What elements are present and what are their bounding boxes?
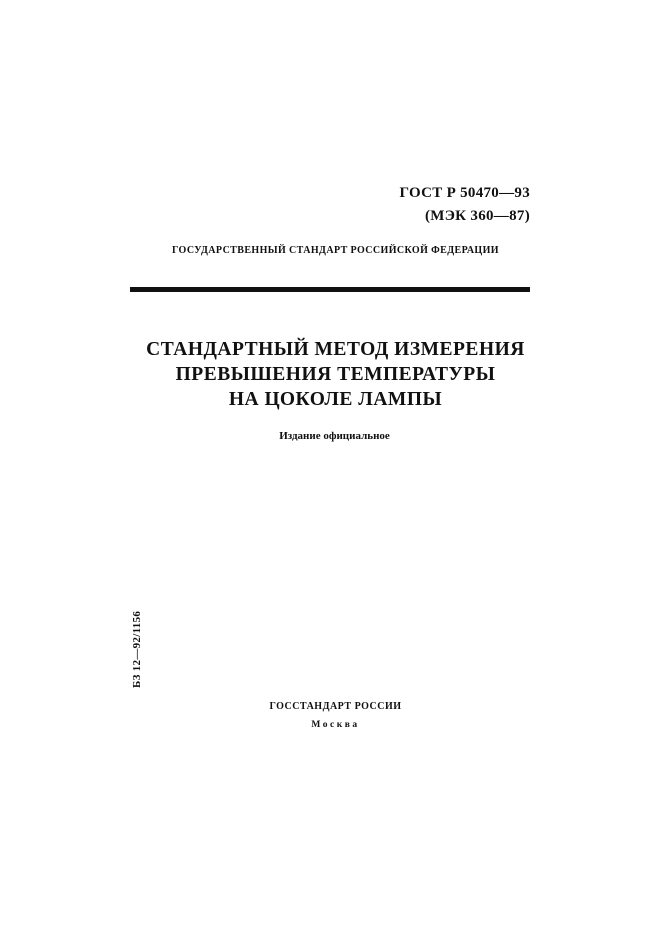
city: Москва <box>311 720 360 730</box>
horizontal-rule <box>130 287 530 292</box>
title-line-1: СТАНДАРТНЫЙ МЕТОД ИЗМЕРЕНИЯ <box>146 339 525 360</box>
side-code: БЗ 12—92/1156 <box>131 610 143 688</box>
title-line-2: ПРЕВЫШЕНИЯ ТЕМПЕРАТУРЫ <box>175 364 496 385</box>
document-title <box>0 337 661 412</box>
iec-number: (МЭК 360—87) <box>424 208 530 224</box>
edition-note: Издание официальное <box>279 430 390 442</box>
publisher: ГОССТАНДАРТ РОССИИ <box>269 701 402 712</box>
title-line-3: НА ЦОКОЛЕ ЛАМПЫ <box>228 389 443 410</box>
standard-number: ГОСТ Р 50470—93 <box>399 185 530 201</box>
state-standard-heading: ГОСУДАРСТВЕННЫЙ СТАНДАРТ РОССИЙСКОЙ ФЕДЕРАЦИИ <box>172 245 499 256</box>
